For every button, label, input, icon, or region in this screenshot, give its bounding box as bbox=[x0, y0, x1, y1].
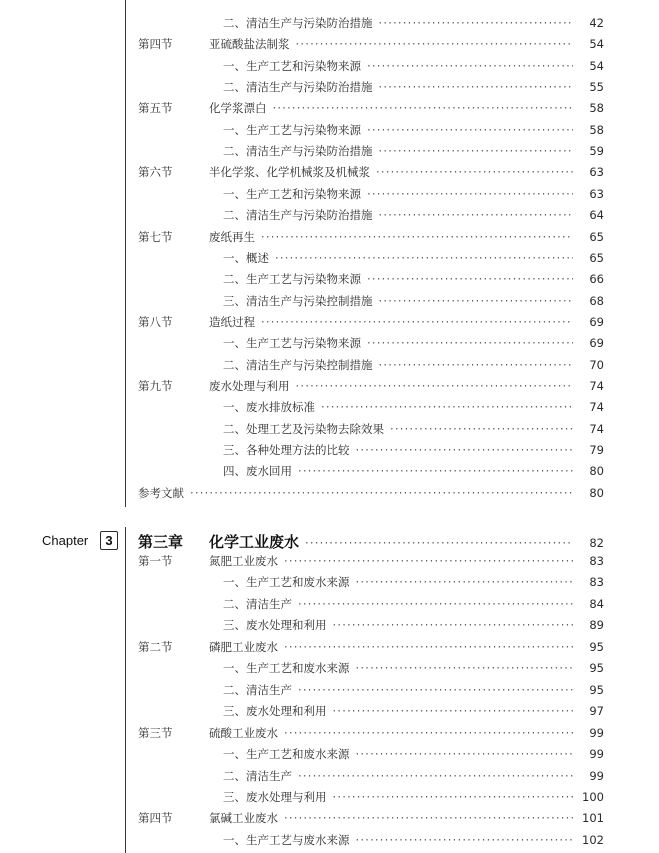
section-label: 第九节 bbox=[138, 378, 173, 393]
toc-entry[interactable] bbox=[0, 482, 659, 504]
toc-entry[interactable] bbox=[0, 354, 659, 376]
entry-line bbox=[223, 183, 604, 205]
dot-leader bbox=[356, 571, 574, 593]
dot-leader bbox=[379, 76, 574, 98]
entry-title: 一、生产工艺与污染物来源 bbox=[223, 122, 361, 137]
entry-line bbox=[223, 460, 604, 482]
entry-title: 化学浆漂白 bbox=[209, 101, 267, 116]
entry-line bbox=[223, 140, 604, 162]
entry-title: 一、概述 bbox=[223, 250, 269, 265]
page-number: 63 bbox=[589, 165, 604, 180]
section-label: 第八节 bbox=[138, 314, 173, 329]
toc-entry[interactable] bbox=[0, 460, 659, 482]
page-number: 69 bbox=[589, 314, 604, 329]
dot-leader bbox=[379, 354, 574, 376]
entry-line bbox=[209, 161, 604, 183]
toc-entry[interactable] bbox=[0, 33, 659, 55]
entry-title: 一、生产工艺和污染物来源 bbox=[223, 58, 361, 73]
entry-line bbox=[209, 226, 604, 248]
page-number: 42 bbox=[589, 16, 604, 30]
dot-leader bbox=[367, 183, 573, 205]
entry-line bbox=[223, 354, 604, 376]
entry-line bbox=[223, 55, 604, 77]
entry-line bbox=[223, 119, 604, 141]
page-number: 89 bbox=[589, 618, 604, 633]
chapter-number-box: 3 bbox=[100, 531, 118, 550]
page-number: 63 bbox=[589, 186, 604, 201]
dot-leader bbox=[298, 593, 573, 615]
page-number: 69 bbox=[589, 336, 604, 351]
dot-leader bbox=[296, 33, 574, 55]
entry-line bbox=[209, 33, 604, 55]
entry-line bbox=[223, 829, 604, 851]
dot-leader bbox=[333, 614, 574, 636]
dot-leader bbox=[390, 418, 573, 440]
page-number: 65 bbox=[589, 250, 604, 265]
page-number: 95 bbox=[589, 639, 604, 654]
toc-entry[interactable] bbox=[0, 571, 659, 593]
toc-entry[interactable] bbox=[0, 290, 659, 312]
toc-entry[interactable] bbox=[0, 12, 659, 34]
entry-title: 废水处理与利用 bbox=[209, 378, 290, 393]
toc-entry[interactable] bbox=[0, 311, 659, 333]
entry-title: 一、生产工艺和废水来源 bbox=[223, 575, 350, 590]
dot-leader bbox=[356, 439, 574, 461]
entry-title: 亚硫酸盐法制浆 bbox=[209, 37, 290, 52]
entry-title: 氯碱工业废水 bbox=[209, 811, 278, 826]
entry-line bbox=[223, 786, 604, 808]
dot-leader bbox=[261, 311, 573, 333]
entry-line bbox=[223, 700, 604, 722]
entry-title: 二、清洁生产 bbox=[223, 596, 292, 611]
dot-leader bbox=[275, 247, 573, 269]
entry-title: 二、生产工艺与污染物来源 bbox=[223, 272, 361, 287]
toc-entry[interactable] bbox=[0, 550, 659, 572]
page-number: 74 bbox=[589, 378, 604, 393]
toc-entry[interactable] bbox=[0, 418, 659, 440]
toc-entry[interactable] bbox=[0, 786, 659, 808]
toc-entry[interactable] bbox=[0, 700, 659, 722]
entry-title: 参考文献 bbox=[138, 485, 184, 500]
dot-leader bbox=[333, 700, 574, 722]
page-number: 95 bbox=[589, 682, 604, 697]
toc-entry[interactable] bbox=[0, 119, 659, 141]
toc-entry[interactable] bbox=[0, 614, 659, 636]
entry-title: 二、清洁生产与污染防治措施 bbox=[223, 208, 373, 223]
section-label: 第一节 bbox=[138, 554, 173, 568]
entry-title: 氮肥工业废水 bbox=[209, 554, 278, 568]
toc-entry[interactable] bbox=[0, 247, 659, 269]
section-label: 第四节 bbox=[138, 811, 173, 826]
entry-line bbox=[223, 332, 604, 354]
entry-line bbox=[223, 439, 604, 461]
entry-title: 三、各种处理方法的比较 bbox=[223, 443, 350, 457]
page-number: 74 bbox=[589, 421, 604, 436]
entry-line bbox=[223, 12, 604, 34]
entry-line bbox=[223, 743, 604, 765]
entry-line bbox=[223, 290, 604, 312]
entry-title: 一、生产工艺和污染物来源 bbox=[223, 186, 361, 201]
dot-leader bbox=[298, 460, 573, 482]
entry-line bbox=[223, 679, 604, 701]
entry-title: 三、清洁生产与污染控制措施 bbox=[223, 293, 373, 308]
dot-leader bbox=[284, 636, 573, 658]
dot-leader bbox=[379, 204, 574, 226]
entry-line bbox=[223, 396, 604, 418]
entry-line bbox=[138, 482, 604, 504]
dot-leader bbox=[356, 829, 574, 851]
dot-leader bbox=[356, 743, 574, 765]
dot-leader bbox=[261, 226, 573, 248]
page-number: 83 bbox=[589, 575, 604, 590]
entry-line bbox=[209, 311, 604, 333]
entry-line bbox=[223, 657, 604, 679]
page-number: 80 bbox=[589, 464, 604, 479]
entry-line bbox=[209, 636, 604, 658]
section-label: 第六节 bbox=[138, 165, 173, 180]
entry-title: 三、废水处理与利用 bbox=[223, 789, 327, 804]
toc-entry[interactable] bbox=[0, 55, 659, 77]
page-number: 97 bbox=[589, 704, 604, 719]
entry-line bbox=[223, 614, 604, 636]
page-number: 102 bbox=[582, 832, 604, 847]
entry-title: 一、生产工艺与污染物来源 bbox=[223, 336, 361, 351]
section-label: 第七节 bbox=[138, 229, 173, 244]
entry-title: 半化学浆、化学机械浆及机械浆 bbox=[209, 165, 370, 180]
dot-leader bbox=[321, 396, 573, 418]
toc-entry[interactable] bbox=[0, 807, 659, 829]
page-number: 58 bbox=[589, 122, 604, 137]
dot-leader bbox=[284, 722, 573, 744]
page-number: 99 bbox=[589, 725, 604, 740]
entry-line bbox=[223, 765, 604, 787]
toc-entry[interactable] bbox=[0, 636, 659, 658]
toc-entry[interactable] bbox=[0, 183, 659, 205]
section-label: 第五节 bbox=[138, 101, 173, 116]
page-number: 95 bbox=[589, 661, 604, 676]
dot-leader bbox=[367, 55, 573, 77]
page-number: 74 bbox=[589, 400, 604, 415]
entry-line bbox=[209, 550, 604, 572]
dot-leader bbox=[356, 657, 574, 679]
entry-title: 一、生产工艺与废水来源 bbox=[223, 832, 350, 847]
entry-title: 二、处理工艺及污染物去除效果 bbox=[223, 421, 384, 436]
entry-title: 一、生产工艺和废水来源 bbox=[223, 747, 350, 762]
entry-line bbox=[209, 722, 604, 744]
dot-leader bbox=[379, 12, 574, 34]
section-label: 第二节 bbox=[138, 639, 173, 654]
section-label: 第四节 bbox=[138, 37, 173, 52]
toc-entry[interactable] bbox=[0, 396, 659, 418]
page-number: 99 bbox=[589, 747, 604, 762]
page-number: 101 bbox=[582, 811, 604, 826]
dot-leader bbox=[273, 97, 574, 119]
entry-title: 二、清洁生产与污染防治措施 bbox=[223, 16, 373, 30]
chapter-section-label: 第三章 bbox=[138, 533, 184, 551]
page-number: 54 bbox=[589, 37, 604, 52]
entry-line bbox=[209, 375, 604, 397]
toc-entry[interactable] bbox=[0, 204, 659, 226]
toc-entry[interactable] bbox=[0, 593, 659, 615]
page-number: 65 bbox=[589, 229, 604, 244]
dot-leader bbox=[298, 765, 573, 787]
dot-leader bbox=[284, 550, 573, 572]
page-number: 59 bbox=[589, 144, 604, 159]
toc-entry[interactable] bbox=[0, 161, 659, 183]
toc-entry[interactable] bbox=[0, 226, 659, 248]
dot-leader bbox=[367, 268, 573, 290]
chapter-title: 化学工业废水 bbox=[209, 533, 300, 551]
entry-title: 四、废水回用 bbox=[223, 464, 292, 479]
toc-entry[interactable] bbox=[0, 743, 659, 765]
page-number: 68 bbox=[589, 293, 604, 308]
toc-entry[interactable] bbox=[0, 657, 659, 679]
page-number: 79 bbox=[589, 443, 604, 457]
toc-entry[interactable] bbox=[0, 375, 659, 397]
page-number: 55 bbox=[589, 80, 604, 95]
entry-title: 二、清洁生产 bbox=[223, 768, 292, 783]
toc-entry[interactable] bbox=[0, 765, 659, 787]
entry-line bbox=[223, 571, 604, 593]
entry-line bbox=[223, 247, 604, 269]
entry-title: 废纸再生 bbox=[209, 229, 255, 244]
page-number: 70 bbox=[589, 357, 604, 372]
entry-title: 硫酸工业废水 bbox=[209, 725, 278, 740]
toc-entry[interactable] bbox=[0, 439, 659, 461]
dot-leader bbox=[376, 161, 573, 183]
entry-title: 二、清洁生产 bbox=[223, 682, 292, 697]
entry-title: 磷肥工业废水 bbox=[209, 639, 278, 654]
page-number: 58 bbox=[589, 101, 604, 116]
dot-leader bbox=[298, 679, 573, 701]
dot-leader bbox=[284, 807, 573, 829]
page-number: 66 bbox=[589, 272, 604, 287]
entry-title: 一、废水排放标准 bbox=[223, 400, 315, 415]
toc-entry[interactable] bbox=[0, 829, 659, 851]
entry-title: 三、废水处理和利用 bbox=[223, 704, 327, 719]
page-number: 84 bbox=[589, 596, 604, 611]
toc-entry[interactable] bbox=[0, 679, 659, 701]
entry-title: 二、清洁生产与污染控制措施 bbox=[223, 357, 373, 372]
dot-leader bbox=[190, 482, 573, 504]
dot-leader bbox=[333, 786, 574, 808]
chapter-page-number: 82 bbox=[589, 536, 604, 550]
entry-line bbox=[223, 418, 604, 440]
dot-leader bbox=[379, 290, 574, 312]
page-number: 64 bbox=[589, 208, 604, 223]
toc-entry[interactable] bbox=[0, 97, 659, 119]
toc-entry[interactable] bbox=[0, 76, 659, 98]
dot-leader bbox=[367, 332, 573, 354]
entry-title: 一、生产工艺和废水来源 bbox=[223, 661, 350, 676]
entry-title: 二、清洁生产与污染防治措施 bbox=[223, 144, 373, 159]
entry-line bbox=[223, 593, 604, 615]
entry-line bbox=[223, 76, 604, 98]
page-number: 83 bbox=[589, 554, 604, 568]
entry-line bbox=[209, 807, 604, 829]
entry-line bbox=[209, 97, 604, 119]
entry-line bbox=[223, 204, 604, 226]
toc-entry[interactable] bbox=[0, 268, 659, 290]
toc-entry[interactable] bbox=[0, 140, 659, 162]
dot-leader bbox=[379, 140, 574, 162]
entry-title: 二、清洁生产与污染防治措施 bbox=[223, 80, 373, 95]
page-number: 99 bbox=[589, 768, 604, 783]
entry-title: 造纸过程 bbox=[209, 314, 255, 329]
page-number: 54 bbox=[589, 58, 604, 73]
dot-leader bbox=[296, 375, 574, 397]
dot-leader bbox=[367, 119, 573, 141]
page-number: 100 bbox=[582, 789, 604, 804]
chapter-label: Chapter bbox=[42, 533, 89, 548]
page-number: 80 bbox=[589, 485, 604, 500]
toc-entry[interactable] bbox=[0, 332, 659, 354]
section-label: 第三节 bbox=[138, 725, 173, 740]
entry-line bbox=[223, 268, 604, 290]
entry-title: 三、废水处理和利用 bbox=[223, 618, 327, 633]
toc-entry[interactable] bbox=[0, 722, 659, 744]
